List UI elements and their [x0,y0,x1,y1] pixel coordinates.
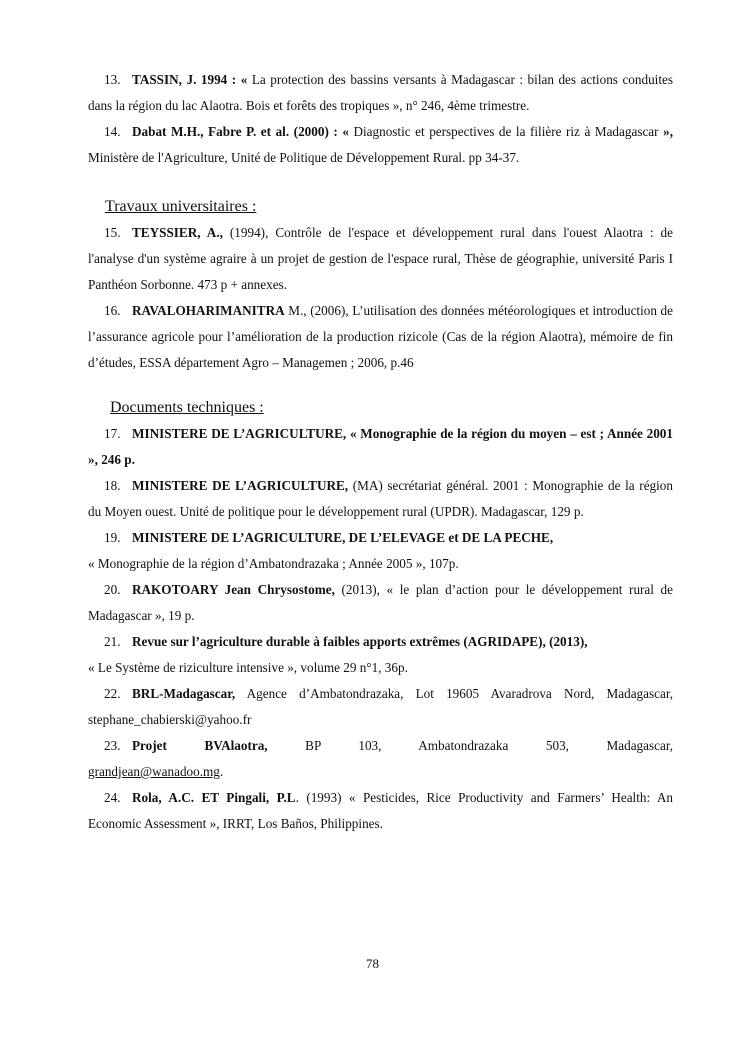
reference-17: 17. MINISTERE DE L’AGRICULTURE, « Monographie de la région du moyen – est ; Année 2001 », 246 p. [88,426,673,467]
reference-author: TASSIN, J. 1994 : « [132,72,248,87]
reference-author: RAKOTOARY Jean Chrysostome, [132,582,335,597]
reference-23: 23. Projet BVAlaotra, BP 103, Ambatondrazaka 503, Madagascar, [104,738,673,753]
reference-18: 18. MINISTERE DE L’AGRICULTURE, (MA) secrétariat général. 2001 : Monographie de la région du Moyen ouest. Unité de politique pour le développement rural (UPDR). Madagascar, 129 p. [88,478,673,519]
section-heading-documents: Documents techniques : [110,399,264,416]
reference-19: 19. MINISTERE DE L’AGRICULTURE, DE L’ELEVAGE et DE LA PECHE, « Monographie de la région d’Ambatondrazaka ; Année 2005 », 107p. [88,530,554,571]
reference-14: 14. Dabat M.H., Fabre P. et al. (2000) : « Diagnostic et perspectives de la filière riz à Madagascar », Ministère de l'Agriculture, Unité de Politique de Développement Rural. pp 34-37. [88,124,673,165]
reference-20: 20. RAKOTOARY Jean Chrysostome, (2013), « le plan d’action pour le développement rural de Madagascar », 19 p. [88,582,673,623]
reference-24: 24. Rola, A.C. ET Pingali, P.L. (1993) « Pesticides, Rice Productivity and Farmers’ Health: An Economic Assessment », IRRT, Los Baños, Philippines. [88,790,673,831]
reference-15: 15. TEYSSIER, A., (1994), Contrôle de l'espace et développement rural dans l'ouest Alaotra : de l'analyse d'un système agraire à un projet de gestion de l'espace rural, Thèse de géographie, université Paris I Panthéon Sorbonne. 473 p + annexes. [88,225,673,292]
reference-22: 22. BRL-Madagascar, Agence d’Ambatondrazaka, Lot 19605 Avaradrova Nord, Madagascar, stephane_chabierski@yahoo.fr [88,686,673,727]
reference-author: MINISTERE DE L’AGRICULTURE, DE L’ELEVAGE et DE LA PECHE, [132,530,554,545]
reference-author: Revue sur l’agriculture durable à faibles apports extrêmes (AGRIDAPE), (2013), [132,634,588,649]
reference-23-continued: grandjean@wanadoo.mg. [88,764,224,779]
bibliography [88,67,673,837]
reference-author: Rola, A.C. ET Pingali, P.L [132,790,296,805]
reference-21: 21. Revue sur l’agriculture durable à faibles apports extrêmes (AGRIDAPE), (2013), « Le Système de riziculture intensive », volume 29 n°1, 36p. [88,634,588,675]
reference-author: BRL-Madagascar, [132,686,236,701]
reference-author: TEYSSIER, A., [132,225,223,240]
reference-author: Dabat M.H., Fabre P. et al. (2000) : « [132,124,349,139]
reference-16: 16. RAVALOHARIMANITRA M., (2006), L’utilisation des données météorologiques et introduction de l’assurance agricole pour l’amélioration de la production rizicole (Cas de la région Alaotra), mémoire de fin d’études, ESSA département Agro – Managemen ; 2006, p.46 [88,303,673,370]
reference-author: RAVALOHARIMANITRA [132,303,285,318]
email-link[interactable]: grandjean@wanadoo.mg [88,764,220,779]
section-heading-travaux: Travaux universitaires : [105,198,257,215]
reference-author: MINISTERE DE L’AGRICULTURE, « Monographie de la région du moyen – est ; Année 2001 », 246 p. [88,426,673,467]
page-number: 78 [366,956,379,971]
reference-author: Projet BVAlaotra, [132,738,268,753]
reference-13: 13. TASSIN, J. 1994 : « La protection des bassins versants à Madagascar : bilan des actions conduites dans la région du lac Alaotra. Bois et forêts des tropiques », n° 246, 4ème trimestre. [88,72,673,113]
reference-author: MINISTERE DE L’AGRICULTURE, [132,478,349,493]
